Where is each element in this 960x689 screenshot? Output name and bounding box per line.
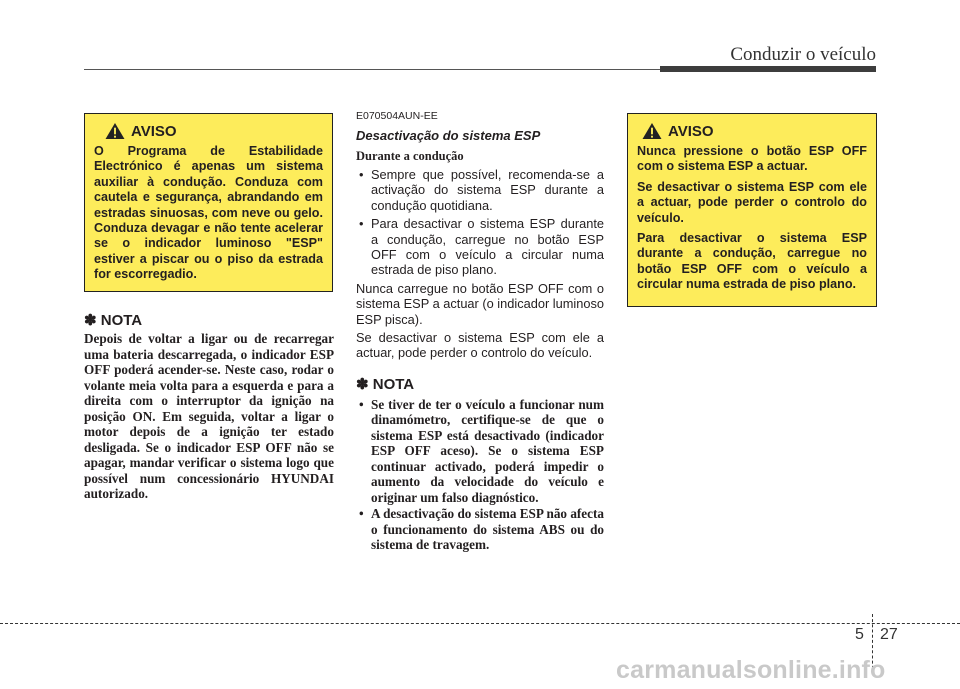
nota-text: Depois de voltar a ligar ou de recarregar uma bateria descarregada, o indicador ESP OFF poderá acender-se. Neste caso, rodar o volante meia volta para a esquerda e para a direita com o interruptor da ignição na posição ON. Em seguida, voltar a ligar o motor depois de a ignição ter estado desligada. Se o indicador ESP OFF não se apagar, mandar verificar o sistema logo que possível num concessionário HYUNDAI autorizado. [84, 331, 334, 501]
middle-column [356, 110, 604, 554]
warning-text: Para desactivar o sistema ESP durante a condução, carregue no botão ESP OFF com o veículo a circular numa estrada de piso plano. [637, 231, 867, 292]
nota-heading: ✽ NOTA [356, 375, 415, 393]
warning-title: AVISO [668, 122, 714, 140]
list-item: • Para desactivar o sistema ESP durante a condução, carregue no botão ESP OFF com o veículo a circular numa estrada de piso plano. [356, 216, 604, 278]
header-rule-bar [660, 66, 876, 72]
paragraph: Se desactivar o sistema ESP com ele a actuar, pode perder o controlo do veículo. [356, 330, 604, 361]
warning-box-right [627, 113, 877, 307]
warning-box-left [84, 113, 333, 292]
warning-text: Se desactivar o sistema ESP com ele a actuar, pode perder o controlo do veículo. [637, 179, 867, 225]
list-item: • Sempre que possível, recomenda-se a activação do sistema ESP durante a condução quotidiana. [356, 167, 604, 213]
section-code: E070504AUN-EE [356, 110, 438, 122]
header-rule [84, 69, 660, 70]
section-number: 5 [855, 626, 864, 643]
paragraph: Nunca carregue no botão ESP OFF com o sistema ESP a actuar (o indicador luminoso ESP pisca). [356, 280, 605, 327]
page-number: 27 [880, 626, 898, 643]
section-title: Desactivação do sistema ESP [356, 128, 541, 143]
warning-text: O Programa de Estabilidade Electrónico é apenas um sistema auxiliar à condução. Conduza com cautela e segurança, abrandando em estradas sinuosas, com neve ou gelo. Conduza devagar e não tente acelerar se o indicador luminoso "ESP" estiver a piscar ou o piso da estrada for escorregadio. [94, 144, 323, 282]
nota-list [356, 397, 604, 553]
page-header-title: Conduzir o veículo [730, 44, 876, 65]
nota-heading: ✽ NOTA [84, 312, 143, 329]
warning-triangle-icon [641, 122, 663, 140]
bullet-list [356, 167, 604, 278]
warning-text: Nunca pressione o botão ESP OFF com o sistema ESP a actuar. [637, 144, 867, 174]
watermark: carmanualsonline.info [616, 656, 886, 684]
subsection-title: Durante a condução [356, 149, 464, 163]
list-item: • A desactivação do sistema ESP não afecta o funcionamento do sistema ABS ou do sistema de travagem. [356, 506, 604, 553]
list-item: • Se tiver de ter o veículo a funcionar num dinamómetro, certifique-se de que o sistema ESP está desactivado (indicador ESP OFF aceso). Se o sistema ESP continuar activado, poderá impedir o aumento da velocidade do veículo e originar um falso diagnóstico. [356, 397, 604, 506]
footer-rule [0, 623, 960, 624]
warning-triangle-icon [104, 122, 126, 140]
warning-title: AVISO [131, 122, 177, 140]
